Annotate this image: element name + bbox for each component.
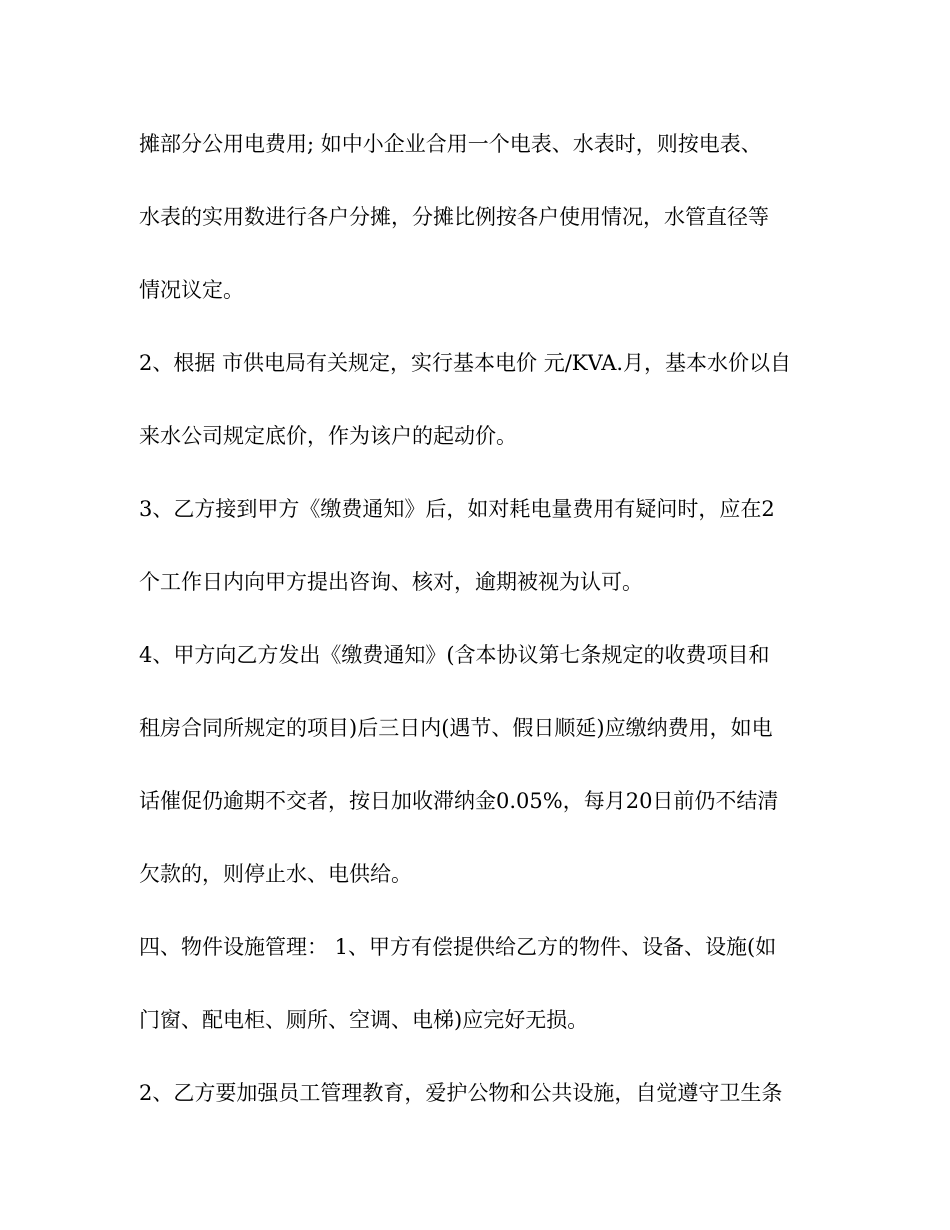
text-line: 2、乙方要加强员工管理教育，爱护公物和公共设施，自觉遵守卫生条: [139, 1081, 783, 1105]
text-line: 4、甲方向乙方发出《缴费通知》(含本协议第七条规定的收费项目和: [139, 643, 770, 667]
text-line: 租房合同所规定的项目)后三日内(遇节、假日顺延)应缴纳费用，如电: [139, 716, 773, 740]
text-line: 摊部分公用电费用; 如中小企业合用一个电表、水表时，则按电表、: [139, 132, 762, 156]
text-line: 情况议定。: [139, 278, 244, 302]
text-line: 水表的实用数进行各户分摊，分摊比例按各户使用情况，水管直径等: [139, 205, 769, 229]
text-line: 来水公司规定底价，作为该户的起动价。: [139, 424, 517, 448]
text-line: 欠款的，则停止水、电供给。: [139, 862, 412, 886]
text-line: 门窗、配电柜、厕所、空调、电梯)应完好无损。: [139, 1008, 589, 1032]
text-line: 3、乙方接到甲方《缴费通知》后，如对耗电量费用有疑问时，应在2: [139, 497, 775, 521]
text-line: 四、物件设施管理： 1、甲方有偿提供给乙方的物件、设备、设施(如: [139, 935, 777, 959]
text-line: 2、根据 市供电局有关规定，实行基本电价 元/KVA.月，基本水价以自: [139, 351, 792, 375]
text-line: 个工作日内向甲方提出咨询、核对，逾期被视为认可。: [139, 570, 643, 594]
text-line: 话催促仍逾期不交者，按日加收滞纳金0.05%，每月20日前仍不结清: [139, 789, 779, 813]
